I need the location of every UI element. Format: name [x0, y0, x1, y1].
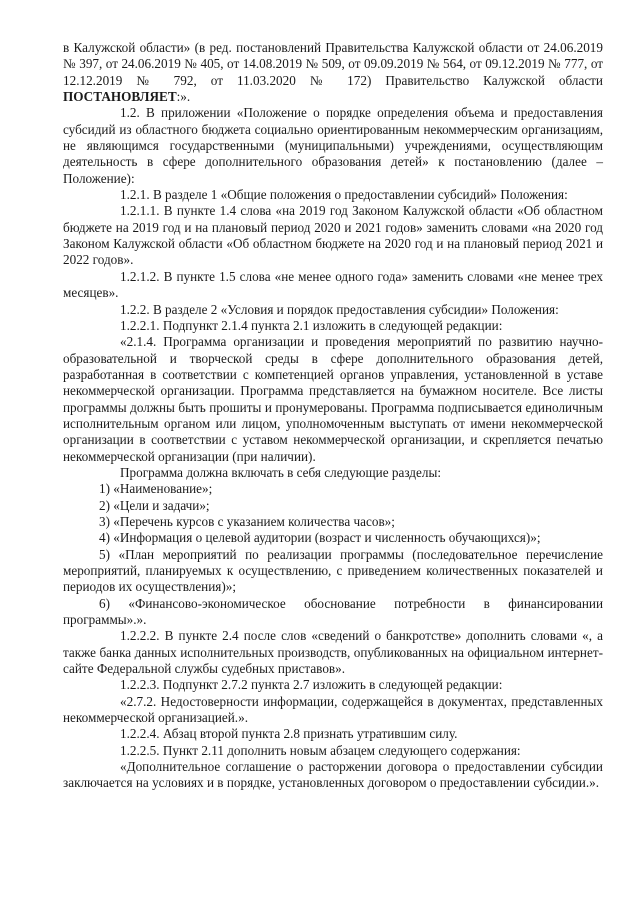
list-item-2: 2) «Цели и задачи»;: [99, 497, 210, 513]
paragraph-1-2: 1.2. В приложении «Положение о порядке определения объема и предоставления субсидий из областного бюджета социально ориентированным некоммерческим организациям, не являющимся государственными (муниципальными) учреждениями, осуществляющим деятельность в сфере дополнительного образования детей» к постановлению (далее – Положение):: [63, 105, 603, 186]
paragraph-1-2-2: 1.2.2. В разделе 2 «Условия и порядок предоставления субсидии» Положения:: [120, 301, 559, 317]
paragraph-quote-2-1-4: «2.1.4. Программа организации и проведения мероприятий по развитию научно-образовательной и творческой среды в сфере дополнительного образования детей, разработанная в соответствии с компетенцией органов управления, установленной в уставе некоммерческой организации. Программа представляется на бумажном носителе. Все листы программы должны быть прошиты и пронумерованы. Программа подписывается единоличным исполнительным органом или лицом, уполномоченным выступать от имени некоммерческой организации в соответствии с уставом некоммерческой организации, и скрепляется печатью некоммерческой организации (при наличии).: [63, 334, 603, 464]
paragraph-1-2-2-5: 1.2.2.5. Пункт 2.11 дополнить новым абзацем следующего содержания:: [120, 742, 521, 758]
list-item-1: 1) «Наименование»;: [99, 481, 213, 497]
list-item-5: 5) «План мероприятий по реализации программы (последовательное перечисление мероприятий, планируемых к осуществлению, с приведением количественных показателей и периодов их осуществления)»;: [63, 546, 603, 595]
paragraph-1-2-1-2: 1.2.1.2. В пункте 1.5 слова «не менее одного года» заменить словами «не менее трех месяцев».: [63, 268, 603, 301]
document-body: [63, 40, 603, 792]
paragraph-1-2-2-3: 1.2.2.3. Подпункт 2.7.2 пункта 2.7 изложить в следующей редакции:: [120, 677, 503, 693]
paragraph-intro: [63, 40, 603, 105]
list-item-6: 6) «Финансово-экономическое обоснование потребности в финансировании программы».».: [63, 595, 603, 628]
paragraph-1-2-2-1: 1.2.2.1. Подпункт 2.1.4 пункта 2.1 изложить в следующей редакции:: [120, 317, 503, 333]
bold-keyword: ПОСТАНОВЛЯЕТ: [63, 89, 177, 105]
paragraph-quote-2-7-2: «2.7.2. Недостоверности информации, содержащейся в документах, представленных некоммерческой организацией.».: [63, 693, 603, 726]
paragraph-program-sections: Программа должна включать в себя следующие разделы:: [120, 464, 441, 480]
paragraph-1-2-2-4: 1.2.2.4. Абзац второй пункта 2.8 признать утратившим силу.: [120, 726, 458, 742]
paragraph-tail: :».: [176, 89, 191, 105]
paragraph-quote-additional-agreement: «Дополнительное соглашение о расторжении договора о предоставлении субсидии заключается на условиях и в порядке, установленных договором о предоставлении субсидии.».: [63, 759, 603, 791]
paragraph-1-2-1: 1.2.1. В разделе 1 «Общие положения о предоставлении субсидий» Положения:: [120, 187, 568, 203]
paragraph-1-2-2-2: 1.2.2.2. В пункте 2.4 после слов «сведений о банкротстве» дополнить словами «, а также банка данных исполнительных производств, опубликованных на официальном интернет-сайте Федеральной службы судебных приставов».: [63, 628, 603, 677]
paragraph-1-2-1-1: 1.2.1.1. В пункте 1.4 слова «на 2019 год Законом Калужской области «Об областном бюджете на 2019 год и на плановый период 2020 и 2021 годов» заменить словами «на 2020 год Законом Калужской области «Об областном бюджете на 2020 год и на плановый период 2021 и 2022 годов».: [63, 203, 603, 268]
paragraph-text: в Калужской области» (в ред. постановлений Правительства Калужской области от 24.06.2019 № 397, от 24.06.2019 № 405, от 14.08.2019 № 509, от 09.09.2019 № 564, от 09.12.2019 № 777, от 12.12.2019 № 792, от 11.03.2020 № 172) Правительство Калужской области: [63, 40, 603, 88]
list-item-3: 3) «Перечень курсов с указанием количества часов»;: [99, 513, 395, 529]
list-item-4: 4) «Информация о целевой аудитории (возраст и численность обучающихся)»;: [99, 530, 541, 546]
